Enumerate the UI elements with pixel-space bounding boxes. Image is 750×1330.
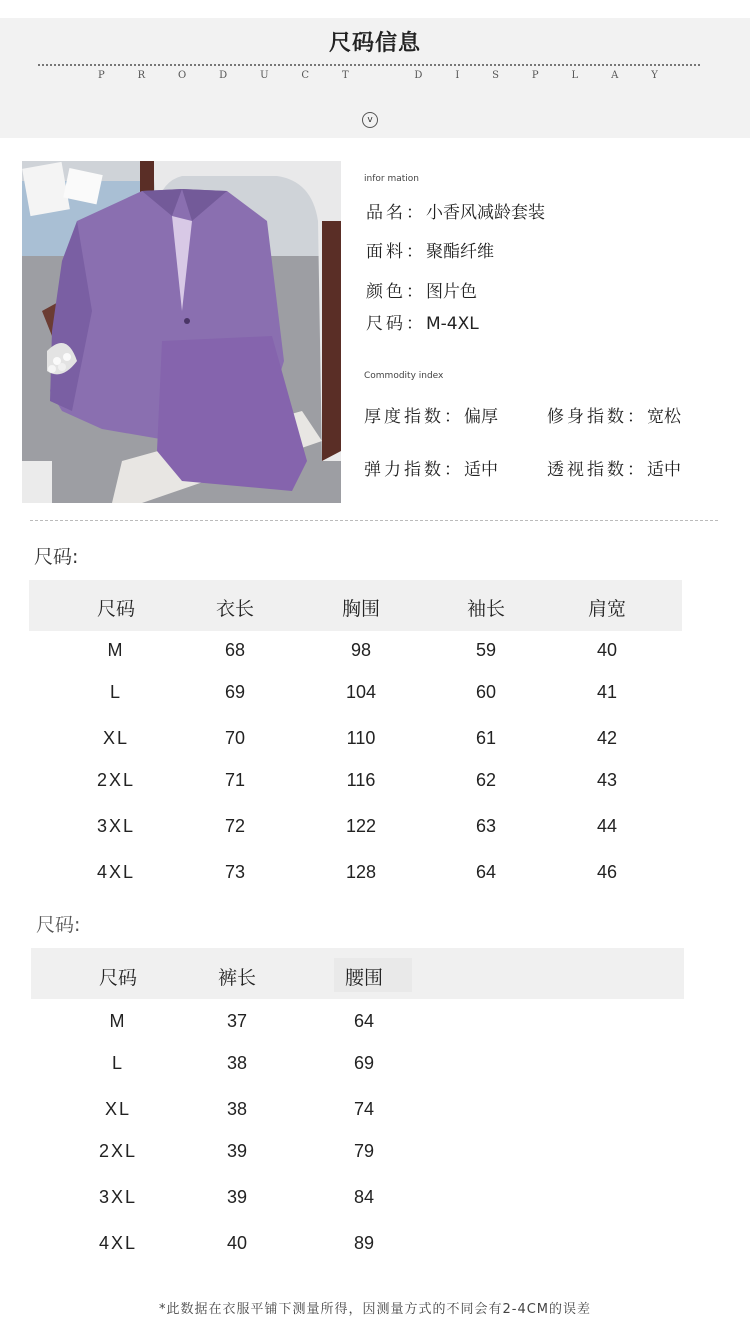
table-cell: 79 [353,1141,375,1161]
column-header: 胸围 [341,598,381,620]
index-fit [547,402,681,427]
top-size-title: 尺码: [34,546,79,568]
table-cell: 128 [345,862,377,882]
info-key: 面料： [366,242,426,262]
table-cell: 37 [226,1011,248,1031]
information-label: infor mation [364,174,419,184]
size-cell: XL [104,1099,132,1119]
subtitle-letter: O [178,70,187,81]
product-display-subtitle [98,70,658,81]
index-key: 修身指数： [547,407,647,427]
info-key: 尺码： [366,314,426,334]
subtitle-letter: Y [651,70,658,81]
table-cell: 42 [596,728,618,748]
table-cell: 110 [346,728,376,748]
info-value: 图片色 [426,282,477,302]
info-value: M-4XL [426,314,479,334]
index-transparency [547,455,681,480]
table-cell: 40 [226,1233,248,1253]
commodity-index-label: Commodity index [364,371,444,381]
info-key: 颜色： [366,282,426,302]
table-cell: 46 [596,862,618,882]
size-cell: 3XL [96,816,136,836]
column-header: 肩宽 [587,598,627,620]
subtitle-letter: D [414,70,423,81]
table-cell: 72 [224,816,246,836]
table-cell: 44 [596,816,618,836]
product-photo [22,161,341,503]
table-cell: 104 [345,682,377,702]
subtitle-letter: I [455,70,460,81]
table-cell: 59 [475,640,497,660]
table-cell: 70 [224,728,246,748]
size-cell: XL [102,728,130,748]
subtitle-letter: P [98,70,105,81]
subtitle-letter: L [571,70,579,81]
measurement-footnote: *此数据在衣服平铺下测量所得，因测量方式的不同会有2-4CM的误差 [158,1302,592,1317]
table-cell: 74 [353,1099,375,1119]
size-cell: M [107,640,125,660]
index-key: 厚度指数： [364,407,464,427]
index-key: 弹力指数： [364,460,464,480]
bottom-size-title: 尺码: [36,914,81,936]
table-cell: 38 [226,1099,248,1119]
index-value: 适中 [647,460,681,480]
info-fabric [366,237,494,262]
page-title: 尺码信息 [328,31,421,56]
table-cell: 116 [346,770,376,790]
index-thickness [364,402,498,427]
subtitle-letter: S [492,70,500,81]
table-cell: 64 [353,1011,375,1031]
subtitle-letter: U [260,70,269,81]
header-banner [0,18,750,138]
size-cell: 3XL [98,1187,138,1207]
table-cell: 41 [596,682,618,702]
table-cell: 62 [475,770,497,790]
subtitle-letter: T [341,70,349,81]
table-cell: 69 [353,1053,375,1073]
table-cell: 39 [226,1187,248,1207]
dashed-divider [30,520,718,521]
index-elasticity [364,455,498,480]
table-cell: 89 [353,1233,375,1253]
size-cell: 2XL [98,1141,138,1161]
column-header: 腰围 [344,967,384,989]
table-cell: 38 [226,1053,248,1073]
index-value: 宽松 [647,407,681,427]
info-color [366,277,477,302]
table-cell: 43 [596,770,618,790]
info-key: 品名： [366,203,426,223]
table-cell: 122 [345,816,377,836]
info-value: 聚酯纤维 [426,242,494,262]
subtitle-letter: C [301,70,310,81]
column-header: 尺码 [96,598,136,620]
size-cell: 4XL [98,1233,138,1253]
table-cell: 71 [224,770,246,790]
index-key: 透视指数： [547,460,647,480]
table-cell: 69 [224,682,246,702]
column-header: 裤长 [217,967,257,989]
size-cell: L [109,682,123,702]
table-cell: 84 [353,1187,375,1207]
table-cell: 39 [226,1141,248,1161]
size-cell: 4XL [96,862,136,882]
size-cell: M [109,1011,127,1031]
column-header: 衣长 [215,598,255,620]
table-cell: 68 [224,640,246,660]
column-header: 尺码 [98,967,138,989]
subtitle-letter: R [137,70,146,81]
table-cell: 63 [475,816,497,836]
size-cell: 2XL [96,770,136,790]
subtitle-letter: P [531,70,539,81]
info-name [366,198,545,223]
subtitle-letter: A [611,70,619,81]
table-cell: 73 [224,862,246,882]
table-cell: 98 [350,640,372,660]
suit-illustration [22,161,341,503]
table-cell: 61 [475,728,497,748]
chevron-down-icon: v [362,112,378,128]
index-value: 偏厚 [464,407,498,427]
index-value: 适中 [464,460,498,480]
size-cell: L [111,1053,125,1073]
table-cell: 60 [475,682,497,702]
info-value: 小香风减龄套装 [426,203,545,223]
subtitle-letter: D [219,70,228,81]
table-cell: 40 [596,640,618,660]
dotted-divider [38,64,700,66]
info-size [366,309,479,334]
table-cell: 64 [475,862,497,882]
column-header: 袖长 [466,598,506,620]
